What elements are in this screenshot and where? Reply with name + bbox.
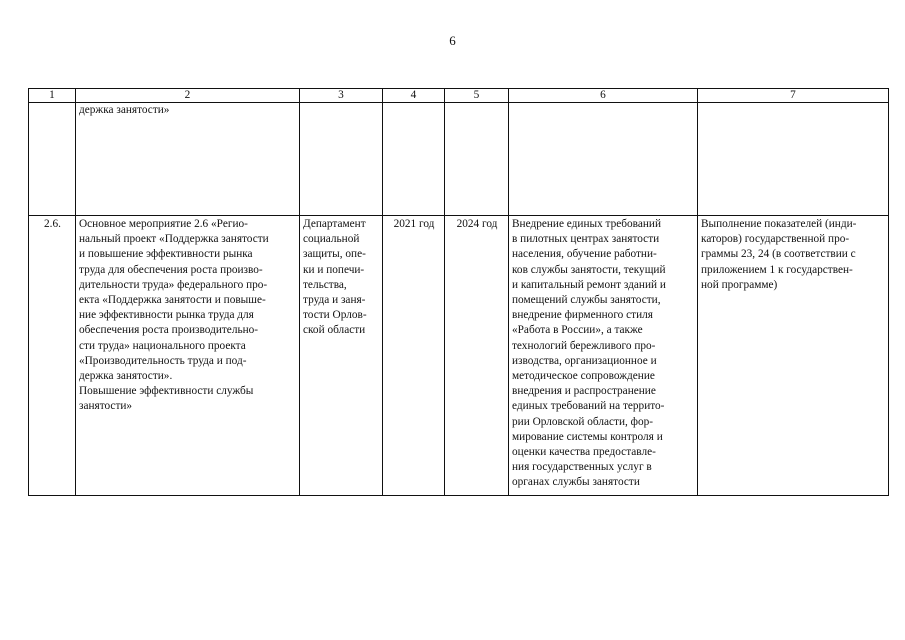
text-line: ния государственных услуг в [512,461,652,474]
text-line: ние эффективности рынка труда для [79,309,254,322]
text-line: и повышение эффективности рынка [79,248,253,261]
text-line: каторов) государственной про- [701,233,850,246]
cell-indicators [698,216,889,496]
page-number: 6 [449,33,456,48]
text-line: ной программе) [701,278,778,291]
header-row [29,89,889,103]
text-line: в пилотных центрах занятости [512,233,660,246]
text-line: держка занятости» [79,104,170,116]
text-line: мирование системы контроля и [512,430,663,443]
cell-description [76,216,300,496]
text-line: защиты, опе- [303,248,366,261]
text-line: Основное мероприятие 2.6 «Регио- [79,218,248,230]
text-line: ской области [303,324,366,337]
column-header: 6 [509,89,698,103]
text-line: нальный проект «Поддержка занятости [79,233,269,246]
text-line: ки и попечи- [303,263,365,276]
measures-table [28,88,889,496]
column-header: 7 [698,89,889,103]
text-line: и капитальный ремонт зданий и [512,278,666,291]
text-line: Выполнение показателей (инди- [701,218,857,230]
cell-end: 2024 год [445,216,509,496]
cell-result [509,216,698,496]
text-line: изводства, организационное и [512,354,657,367]
text-line: «Производительность труда и под- [79,354,247,367]
cell-result [509,103,698,216]
cell-start [383,103,445,216]
text-line: методическое сопровождение [512,370,655,383]
column-header: 4 [383,89,445,103]
cell-indicators [698,103,889,216]
text-line: тельства, [303,278,347,291]
text-line: технологий бережливого про- [512,339,656,352]
cell-start: 2021 год [383,216,445,496]
text-line: Внедрение единых требований [512,218,662,230]
column-header: 5 [445,89,509,103]
text-line: сти труда» национального проекта [79,339,246,352]
cell-executor [300,103,383,216]
text-line: обеспечения роста производительно- [79,324,259,337]
text-line: труда и заня- [303,294,366,307]
cell-description [76,103,300,216]
text-line: Департамент [303,218,366,230]
text-line: «Работа в России», а также [512,324,643,337]
text-line: помещений службы занятости, [512,294,661,307]
text-line: рии Орловской области, фор- [512,415,654,428]
cell-end [445,103,509,216]
column-header: 1 [29,89,76,103]
continuation-row [29,103,889,216]
text-line: населения, обучение работни- [512,248,657,261]
cell-executor [300,216,383,496]
text-line: социальной [303,233,360,246]
cell-num [29,103,76,216]
text-line: граммы 23, 24 (в соответствии с [701,248,856,261]
text-line: труда для обеспечения роста произво- [79,263,263,276]
text-line: держка занятости». [79,370,173,383]
text-line: органах службы занятости [512,476,640,489]
text-line: внедрения и распространение [512,385,656,398]
text-line: занятости» [79,400,133,413]
column-header: 2 [76,89,300,103]
text-line: единых требований на террито- [512,400,665,413]
text-line: Повышение эффективности службы [79,385,254,398]
column-header: 3 [300,89,383,103]
cell-num: 2.6. [29,216,76,496]
text-line: екта «Поддержка занятости и повыше- [79,294,266,307]
text-line: тости Орлов- [303,309,367,322]
text-line: оценки качества предоставле- [512,446,656,459]
text-line: приложением 1 к государствен- [701,263,853,276]
text-line: дительности труда» федерального про- [79,278,268,291]
text-line: внедрение фирменного стиля [512,309,653,322]
table-row [29,216,889,496]
text-line: ков службы занятости, текущий [512,263,666,276]
